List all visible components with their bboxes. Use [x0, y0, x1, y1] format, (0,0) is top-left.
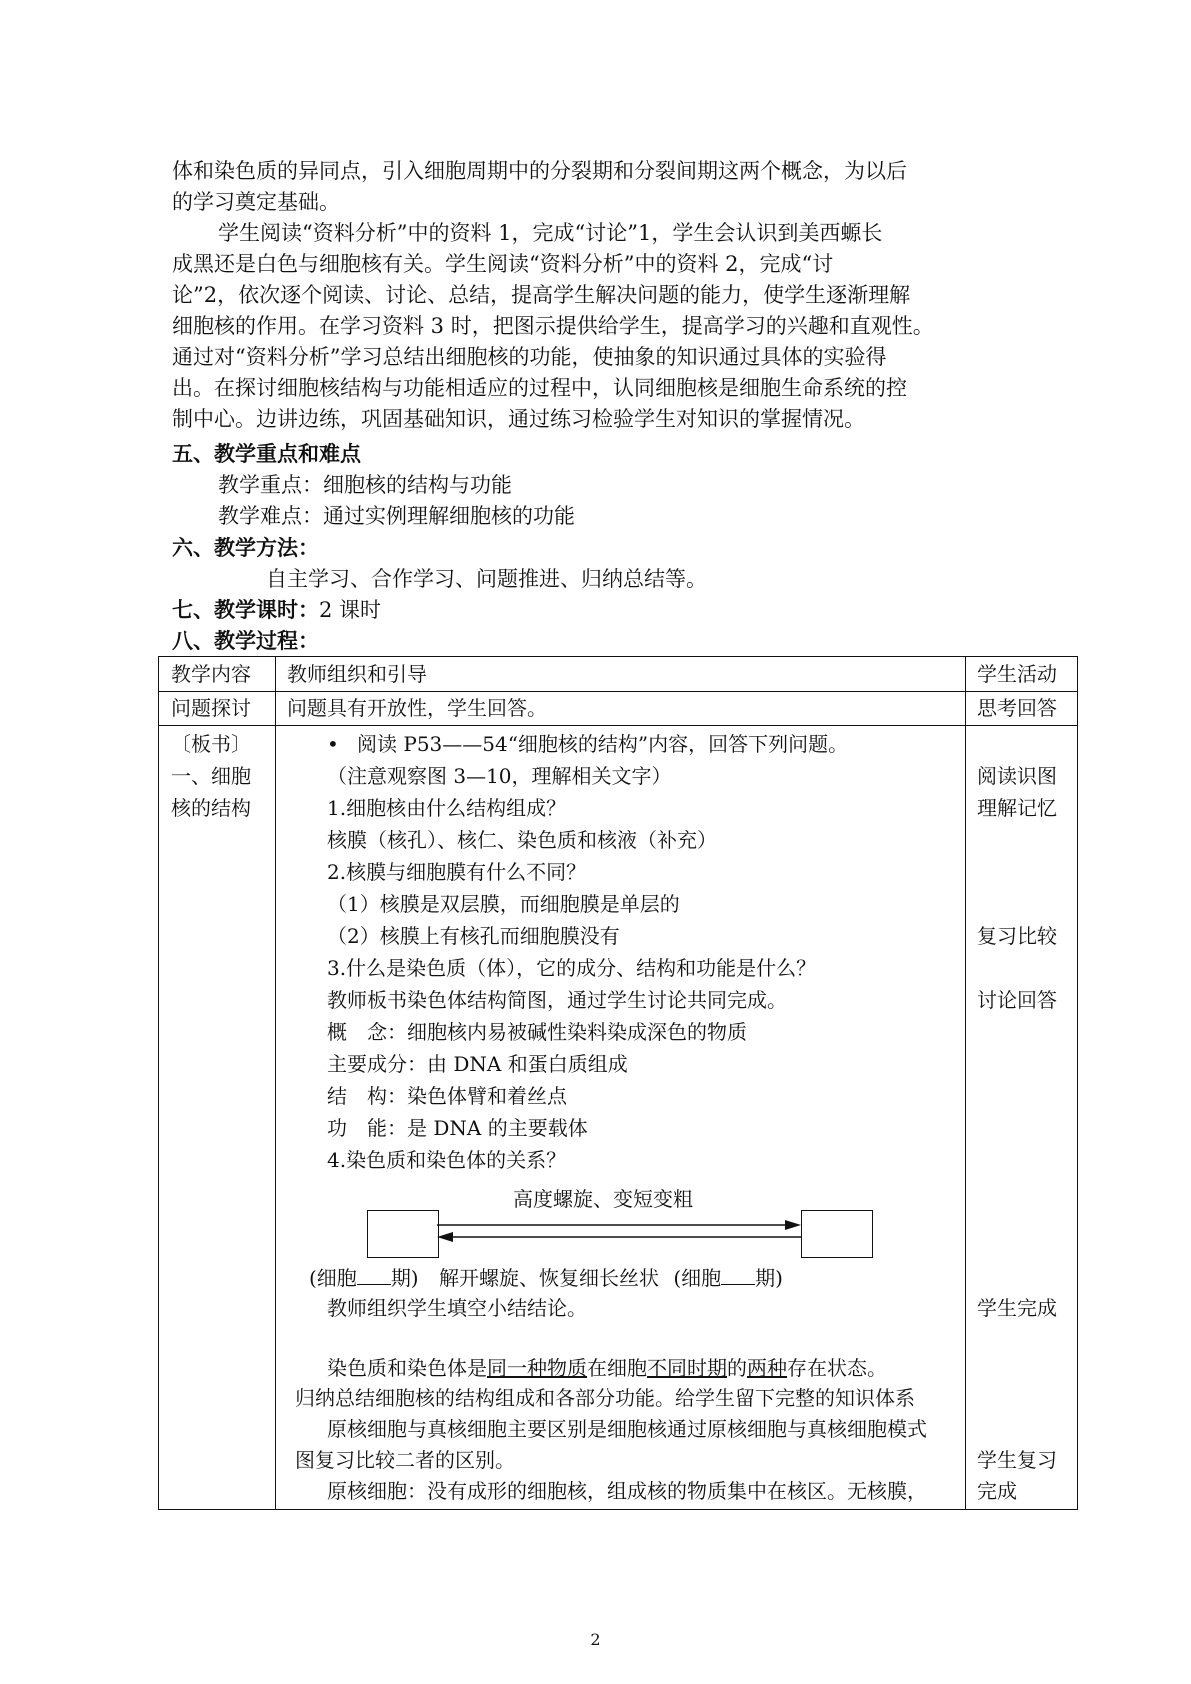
- header-content: 教学内容: [171, 662, 251, 686]
- conclusion-text: 在细胞: [587, 1356, 647, 1380]
- table-divider: [159, 725, 1077, 726]
- intro-line: 细胞核的作用。在学习资料 3 时，把图示提供给学生，提高学习的兴趣和直观性。: [172, 314, 934, 338]
- guidance-line: 主要成分：由 DNA 和蛋白质组成: [327, 1052, 628, 1076]
- reverse-arrowhead: [437, 1232, 453, 1242]
- key-point: 教学重点：细胞核的结构与功能: [218, 473, 512, 497]
- section-label: 一、细胞: [171, 764, 251, 788]
- page-number: 2: [590, 1630, 601, 1649]
- table-divider: [965, 657, 966, 1509]
- table-divider: [275, 657, 276, 1509]
- prokaryote-line: 原核细胞：没有成形的细胞核，组成核的物质集中在核区。无核膜，: [327, 1479, 927, 1503]
- header-guidance: 教师组织和引导: [287, 662, 427, 686]
- section-7-heading: [172, 594, 381, 624]
- guidance-line: 核膜（核孔）、核仁、染色质和核液（补充）: [327, 828, 717, 852]
- section-6-heading: 六、教学方法：: [172, 535, 319, 560]
- activity-text: 理解记忆: [977, 796, 1057, 820]
- left-stage-prefix: (细胞: [309, 1266, 357, 1290]
- conclusion-underlined: 同一种物质: [487, 1356, 587, 1380]
- difficulty-point: 教学难点：通过实例理解细胞核的功能: [218, 504, 575, 528]
- activity-text: 学生复习: [977, 1448, 1057, 1472]
- right-stage-prefix: (细胞: [673, 1266, 722, 1290]
- intro-line: 制中心。边讲边练，巩固基础知识，通过练习检验学生对知识的掌握情况。: [172, 407, 865, 431]
- board-label: 〔板书〕: [171, 732, 251, 756]
- bullet-icon: •: [327, 732, 339, 756]
- guidance-line: 4.染色质和染色体的关系？: [327, 1148, 567, 1172]
- conclusion-line: [327, 1353, 887, 1383]
- row1-activity: 思考回答: [977, 696, 1057, 720]
- conclusion-text: 存在状态。: [787, 1356, 887, 1380]
- guidance-line: （注意观察图 3—10，理解相关文字）: [327, 764, 672, 788]
- intro-line: 出。在探讨细胞核结构与功能相适应的过程中，认同细胞核是细胞生命系统的控: [172, 376, 907, 400]
- guidance-line: （2）核膜上有核孔而细胞膜没有: [327, 924, 620, 948]
- decondense-label: 解开螺旋、恢复细长丝状: [438, 1266, 659, 1290]
- guidance-line: （1）核膜是双层膜，而细胞膜是单层的: [327, 892, 680, 916]
- transition-arrows: [437, 1213, 803, 1253]
- stage-blank: [357, 1266, 391, 1285]
- intro-line: 通过对“资料分析”学习总结出细胞核的功能，使抽象的知识通过具体的实验得: [172, 345, 887, 369]
- intro-line: 的学习奠定基础。: [172, 190, 340, 214]
- guidance-line: 阅读 P53——54“细胞核的结构”内容，回答下列问题。: [357, 732, 849, 756]
- left-stage-suffix: 期): [390, 1266, 419, 1290]
- activity-text: 学生完成: [977, 1296, 1057, 1320]
- guidance-line: 概 念：细胞核内易被碱性染料染成深色的物质: [327, 1020, 747, 1044]
- intro-line: 论”2，依次逐个阅读、讨论、总结，提高学生解决问题的能力，使学生逐渐理解: [172, 283, 911, 307]
- guidance-line: 教师板书染色体结构简图，通过学生讨论共同完成。: [327, 988, 787, 1012]
- condense-label: 高度螺旋、变短变粗: [513, 1187, 693, 1211]
- row1-content: 问题探讨: [171, 696, 251, 720]
- activity-text: 完成: [977, 1479, 1017, 1503]
- summary-line: 归纳总结细胞核的结构组成和各部分功能。给学生留下完整的知识体系: [295, 1386, 915, 1410]
- conclusion-text: 染色质和染色体是: [327, 1356, 487, 1380]
- conclusion-underlined: 不同时期: [647, 1356, 727, 1380]
- table-divider: [159, 691, 1077, 692]
- prokaryote-line: 图复习比较二者的区别。: [295, 1448, 515, 1472]
- guidance-line: 2.核膜与细胞膜有什么不同？: [327, 860, 587, 884]
- chromatin-box: [367, 1210, 439, 1258]
- conclusion-text: 的: [727, 1356, 747, 1380]
- teaching-process-table: [158, 656, 1078, 1510]
- section-5-heading: 五、教学重点和难点: [172, 441, 361, 466]
- teaching-methods: 自主学习、合作学习、问题推进、归纳总结等。: [266, 567, 707, 591]
- right-stage-suffix: 期): [755, 1266, 783, 1290]
- activity-text: 阅读识图: [977, 764, 1057, 788]
- section-label: 核的结构: [171, 796, 251, 820]
- intro-line: 学生阅读“资料分析”中的资料 1，完成“讨论”1，学生会认识到美西螈长: [218, 221, 883, 245]
- guidance-line: 功 能：是 DNA 的主要载体: [327, 1116, 588, 1140]
- forward-arrowhead: [785, 1220, 801, 1230]
- activity-text: 复习比较: [977, 924, 1057, 948]
- guidance-line: 结 构：染色体臂和着丝点: [327, 1084, 567, 1108]
- row1-guidance: 问题具有开放性，学生回答。: [287, 696, 547, 720]
- section-7-content: 2 课时: [319, 598, 382, 622]
- activity-text: 讨论回答: [977, 988, 1057, 1012]
- guidance-line: 3.什么是染色质（体），它的成分、结构和功能是什么？: [327, 956, 817, 980]
- conclusion-underlined: 两种: [747, 1356, 787, 1380]
- intro-line: 成黑还是白色与细胞核有关。学生阅读“资料分析”中的资料 2，完成“讨: [172, 252, 834, 276]
- fill-instruction: 教师组织学生填空小结结论。: [327, 1296, 587, 1320]
- guidance-line: 1.细胞核由什么结构组成？: [327, 796, 567, 820]
- prokaryote-line: 原核细胞与真核细胞主要区别是细胞核通过原核细胞与真核细胞模式: [327, 1417, 927, 1441]
- diagram-bottom-labels: [309, 1263, 783, 1293]
- header-activity: 学生活动: [977, 662, 1057, 686]
- intro-paragraph: [172, 156, 1012, 435]
- section-8-heading: 八、教学过程：: [172, 628, 319, 653]
- stage-blank: [721, 1266, 755, 1285]
- section-7-title: 七、教学课时：: [172, 597, 319, 622]
- chromosome-box: [801, 1210, 873, 1258]
- intro-line: 体和染色质的异同点，引入细胞周期中的分裂期和分裂间期这两个概念，为以后: [172, 159, 907, 183]
